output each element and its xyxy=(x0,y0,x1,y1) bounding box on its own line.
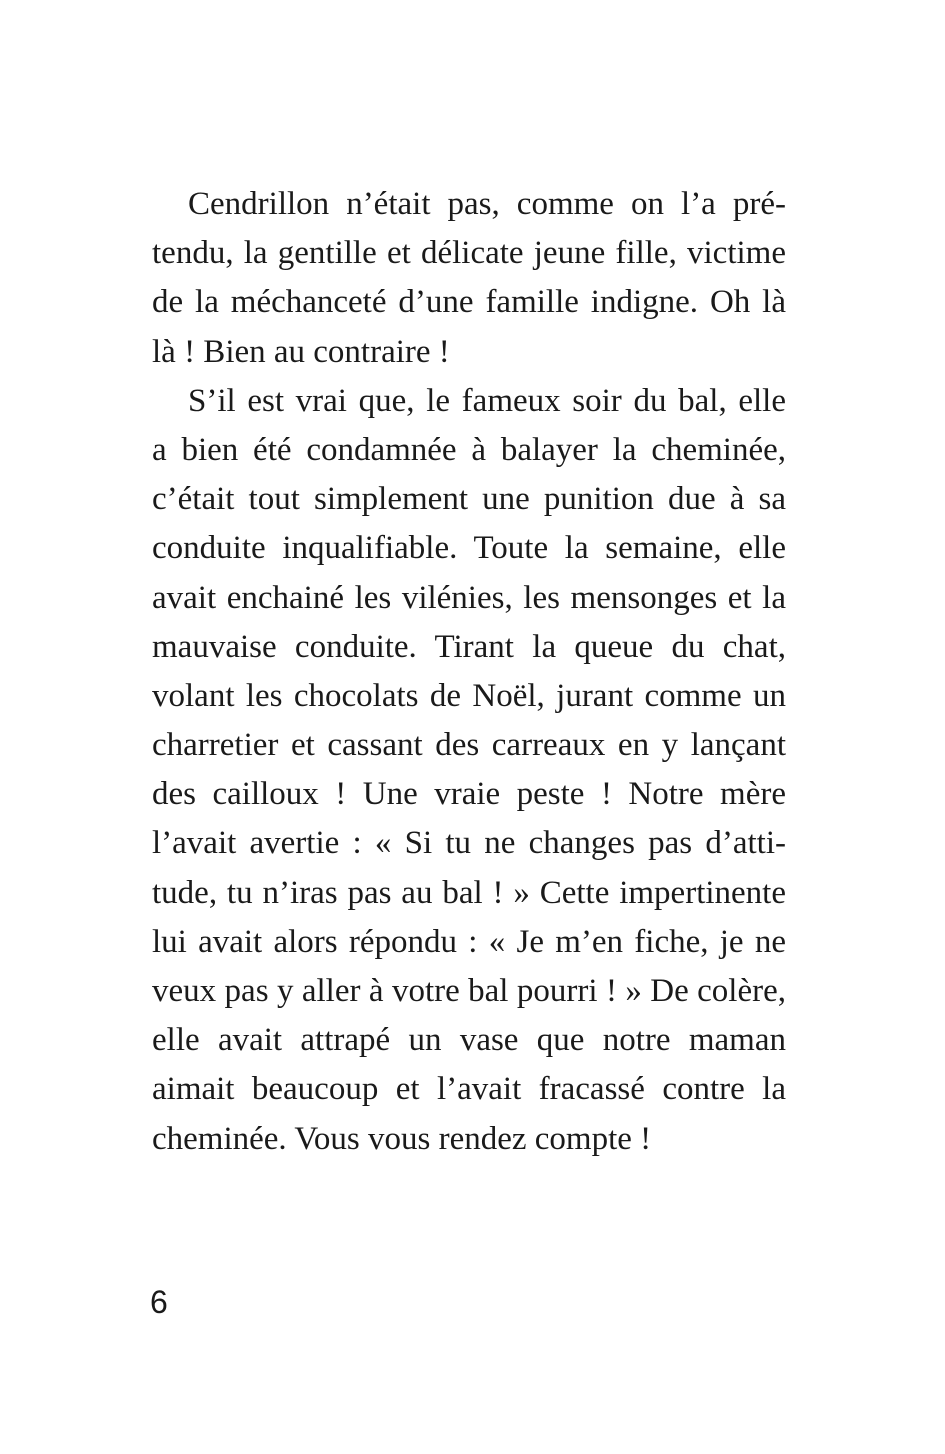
text-line: aimait beaucoup et l’avait fracassé contre la xyxy=(152,1071,786,1108)
text-line: elle avait attrapé un vase que notre maman xyxy=(152,1022,786,1059)
paragraph-1 xyxy=(152,180,786,377)
text-line: cheminée. Vous vous rendez compte ! xyxy=(152,1120,652,1157)
page-number: 6 xyxy=(150,1284,168,1320)
text-line: veux pas y aller à votre bal pourri ! » De colère, xyxy=(152,973,786,1009)
text-line: conduite inqualifiable. Toute la semaine, elle xyxy=(152,530,786,567)
text-line: c’était tout simplement une punition due à sa xyxy=(152,481,786,518)
text-line: Cendrillon n’était pas, comme on l’a pré- xyxy=(188,186,786,222)
text-line: des cailloux ! Une vraie peste ! Notre mère xyxy=(152,776,786,813)
text-line: lui avait alors répondu : « Je m’en fiche, je ne xyxy=(152,923,786,960)
text-line: de la méchanceté d’une famille indigne. Oh là xyxy=(152,284,786,321)
text-line: l’avait avertie : « Si tu ne changes pas d’atti- xyxy=(152,825,786,862)
text-line: S’il est vrai que, le fameux soir du bal, elle xyxy=(188,382,786,419)
body-text xyxy=(152,180,786,1164)
text-line: avait enchainé les vilénies, les mensonges et la xyxy=(152,579,786,616)
text-line: a bien été condamnée à balayer la cheminée, xyxy=(152,431,786,468)
text-line: charretier et cassant des carreaux en y lançant xyxy=(152,727,786,764)
text-line: tendu, la gentille et délicate jeune fille, victime xyxy=(152,235,786,272)
text-line: mauvaise conduite. Tirant la queue du chat, xyxy=(152,628,786,665)
paragraph-2 xyxy=(152,377,786,1164)
text-line: tude, tu n’iras pas au bal ! » Cette impertinente xyxy=(152,874,786,911)
text-line: volant les chocolats de Noël, jurant comme un xyxy=(152,677,786,714)
text-line: là ! Bien au contraire ! xyxy=(152,333,450,370)
